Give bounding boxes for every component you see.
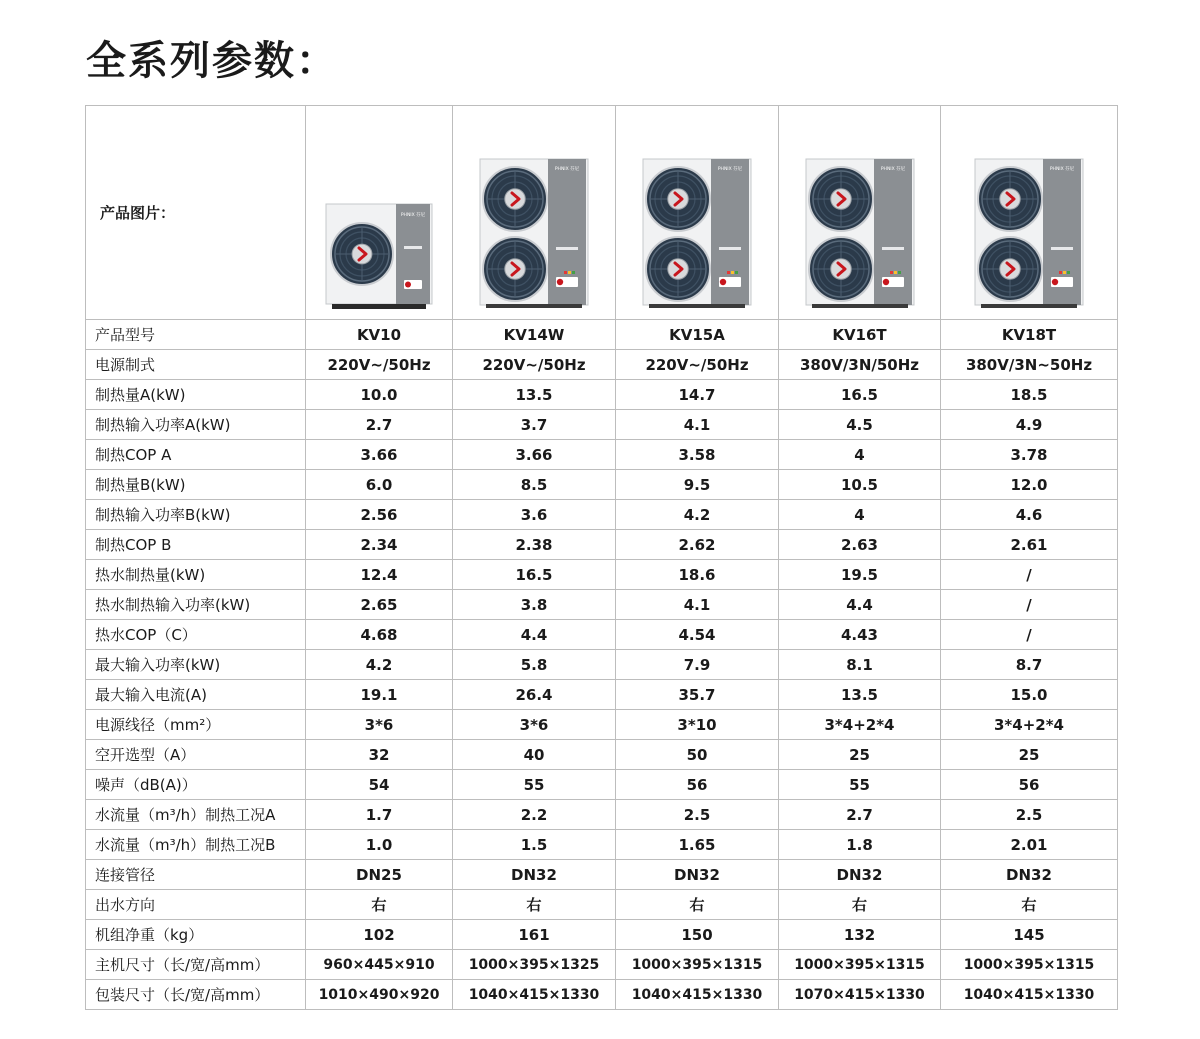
- spec-row: [86, 830, 1118, 860]
- spec-value-cell: 18.5: [941, 380, 1118, 410]
- spec-value-cell: 8.1: [779, 650, 941, 680]
- svg-text:PHNIX 芬尼: PHNIX 芬尼: [880, 166, 905, 172]
- product-image-cell: [616, 106, 779, 320]
- spec-value-cell: 1.7: [306, 800, 453, 830]
- spec-row-label: 制热输入功率A(kW): [86, 410, 306, 440]
- spec-value-cell: 1.8: [779, 830, 941, 860]
- spec-value-cell: 19.5: [779, 560, 941, 590]
- spec-row: [86, 860, 1118, 890]
- spec-value-cell: 150: [616, 920, 779, 950]
- spec-value-cell: 7.9: [616, 650, 779, 680]
- spec-value-cell: 1070×415×1330: [779, 980, 941, 1010]
- spec-row: [86, 620, 1118, 650]
- spec-row-label: 水流量（m³/h）制热工况A: [86, 800, 306, 830]
- page-title: 全系列参数：: [86, 38, 338, 84]
- spec-value-cell: 10.5: [779, 470, 941, 500]
- fan-icon: [483, 237, 547, 301]
- spec-value-cell: DN32: [779, 860, 941, 890]
- svg-text:PHNIX 芬尼: PHNIX 芬尼: [400, 213, 426, 218]
- spec-row-label: 空开选型（A）: [86, 740, 306, 770]
- fan-icon: [978, 237, 1042, 301]
- spec-value-cell: 3.7: [453, 410, 616, 440]
- spec-value-cell: 1040×415×1330: [941, 980, 1118, 1010]
- spec-value-cell: /: [941, 620, 1118, 650]
- spec-value-cell: 54: [306, 770, 453, 800]
- spec-row: [86, 560, 1118, 590]
- spec-value-cell: 3*4+2*4: [779, 710, 941, 740]
- spec-value-cell: 2.01: [941, 830, 1118, 860]
- spec-value-cell: 960×445×910: [306, 950, 453, 980]
- spec-row-label: 噪声（dB(A)）: [86, 770, 306, 800]
- spec-value-cell: 4.2: [306, 650, 453, 680]
- spec-value-cell: 3*10: [616, 710, 779, 740]
- spec-row-label: 热水COP（C）: [86, 620, 306, 650]
- spec-value-cell: 4.1: [616, 410, 779, 440]
- spec-row: [86, 320, 1118, 350]
- spec-value-cell: 56: [616, 770, 779, 800]
- spec-value-cell: 220V~/50Hz: [306, 350, 453, 380]
- spec-value-cell: 12.0: [941, 470, 1118, 500]
- spec-value-cell: 18.6: [616, 560, 779, 590]
- spec-value-cell: 2.5: [616, 800, 779, 830]
- spec-row: [86, 410, 1118, 440]
- fan-icon: [646, 167, 710, 231]
- spec-row: [86, 380, 1118, 410]
- spec-value-cell: KV10: [306, 320, 453, 350]
- spec-value-cell: 3*6: [306, 710, 453, 740]
- spec-row-label: 机组净重（kg）: [86, 920, 306, 950]
- spec-value-cell: 16.5: [453, 560, 616, 590]
- spec-value-cell: 右: [453, 890, 616, 920]
- spec-row: [86, 440, 1118, 470]
- spec-value-cell: 13.5: [779, 680, 941, 710]
- spec-value-cell: 4.5: [779, 410, 941, 440]
- spec-value-cell: 2.5: [941, 800, 1118, 830]
- spec-row: [86, 920, 1118, 950]
- spec-value-cell: 1000×395×1325: [453, 950, 616, 980]
- spec-value-cell: 9.5: [616, 470, 779, 500]
- spec-value-cell: 2.61: [941, 530, 1118, 560]
- product-image-kv18t: [941, 109, 1117, 317]
- spec-value-cell: 25: [779, 740, 941, 770]
- product-image-cell: [941, 106, 1118, 320]
- heat-pump-unit-icon: [324, 200, 434, 310]
- spec-value-cell: 4.4: [779, 590, 941, 620]
- spec-row: [86, 770, 1118, 800]
- spec-value-cell: 380V/3N~50Hz: [941, 350, 1118, 380]
- spec-row-label: 电源线径（mm²）: [86, 710, 306, 740]
- spec-value-cell: 3.66: [306, 440, 453, 470]
- spec-value-cell: 35.7: [616, 680, 779, 710]
- product-image-cell: [453, 106, 616, 320]
- spec-value-cell: 4.43: [779, 620, 941, 650]
- spec-value-cell: KV14W: [453, 320, 616, 350]
- spec-value-cell: 4.2: [616, 500, 779, 530]
- spec-value-cell: 102: [306, 920, 453, 950]
- spec-value-cell: 5.8: [453, 650, 616, 680]
- fan-icon: [483, 167, 547, 231]
- spec-value-cell: 16.5: [779, 380, 941, 410]
- spec-row: [86, 740, 1118, 770]
- spec-row-label: 制热量B(kW): [86, 470, 306, 500]
- fan-icon: [809, 237, 873, 301]
- svg-text:PHNIX 芬尼: PHNIX 芬尼: [717, 166, 743, 172]
- spec-value-cell: 2.62: [616, 530, 779, 560]
- spec-value-cell: 2.56: [306, 500, 453, 530]
- product-image-cell: [779, 106, 941, 320]
- spec-value-cell: 3*6: [453, 710, 616, 740]
- spec-value-cell: 55: [779, 770, 941, 800]
- spec-row-label: 连接管径: [86, 860, 306, 890]
- spec-value-cell: 4: [779, 500, 941, 530]
- spec-row-label: 制热COP A: [86, 440, 306, 470]
- spec-row: [86, 800, 1118, 830]
- spec-row: [86, 350, 1118, 380]
- spec-value-cell: 380V/3N/50Hz: [779, 350, 941, 380]
- fan-icon: [646, 237, 710, 301]
- spec-value-cell: 4.9: [941, 410, 1118, 440]
- spec-value-cell: DN25: [306, 860, 453, 890]
- svg-text:PHNIX 芬尼: PHNIX 芬尼: [1049, 166, 1075, 172]
- heat-pump-unit-icon: [804, 157, 916, 309]
- spec-row: [86, 680, 1118, 710]
- spec-value-cell: 25: [941, 740, 1118, 770]
- spec-value-cell: 3.8: [453, 590, 616, 620]
- spec-value-cell: 19.1: [306, 680, 453, 710]
- spec-value-cell: 1.0: [306, 830, 453, 860]
- spec-value-cell: 3.66: [453, 440, 616, 470]
- heat-pump-unit-icon: [641, 157, 753, 309]
- spec-value-cell: 2.63: [779, 530, 941, 560]
- spec-row-label: 产品型号: [86, 320, 306, 350]
- spec-value-cell: 3.78: [941, 440, 1118, 470]
- spec-value-cell: 1.65: [616, 830, 779, 860]
- spec-value-cell: 右: [779, 890, 941, 920]
- heat-pump-unit-icon: [973, 157, 1085, 309]
- spec-value-cell: 32: [306, 740, 453, 770]
- product-image-cell: [306, 106, 453, 320]
- spec-value-cell: KV18T: [941, 320, 1118, 350]
- spec-value-cell: 1.5: [453, 830, 616, 860]
- product-image-kv10: [306, 110, 452, 315]
- spec-value-cell: 14.7: [616, 380, 779, 410]
- spec-row: [86, 500, 1118, 530]
- spec-row-label: 制热COP B: [86, 530, 306, 560]
- fan-icon: [809, 167, 873, 231]
- fan-icon: [331, 223, 393, 285]
- spec-value-cell: 4.4: [453, 620, 616, 650]
- spec-value-cell: 145: [941, 920, 1118, 950]
- spec-value-cell: 4.1: [616, 590, 779, 620]
- spec-value-cell: 2.34: [306, 530, 453, 560]
- product-image-kv15a: [616, 109, 778, 317]
- spec-value-cell: 56: [941, 770, 1118, 800]
- heat-pump-unit-icon: [478, 157, 590, 309]
- spec-value-cell: 161: [453, 920, 616, 950]
- spec-table: [85, 105, 1118, 1010]
- spec-value-cell: 3*4+2*4: [941, 710, 1118, 740]
- spec-value-cell: 55: [453, 770, 616, 800]
- spec-value-cell: KV15A: [616, 320, 779, 350]
- spec-value-cell: 12.4: [306, 560, 453, 590]
- spec-row-label: 电源制式: [86, 350, 306, 380]
- spec-value-cell: 右: [941, 890, 1118, 920]
- spec-row: [86, 710, 1118, 740]
- product-image-kv14w: [453, 109, 615, 317]
- spec-value-cell: 右: [616, 890, 779, 920]
- spec-value-cell: 2.2: [453, 800, 616, 830]
- spec-value-cell: 26.4: [453, 680, 616, 710]
- fan-icon: [978, 167, 1042, 231]
- spec-value-cell: DN32: [616, 860, 779, 890]
- spec-row: [86, 980, 1118, 1010]
- spec-value-cell: 220V~/50Hz: [616, 350, 779, 380]
- spec-value-cell: 8.5: [453, 470, 616, 500]
- spec-value-cell: 220V~/50Hz: [453, 350, 616, 380]
- spec-row-label: 包装尺寸（长/宽/高mm）: [86, 980, 306, 1010]
- spec-value-cell: 1000×395×1315: [779, 950, 941, 980]
- product-image-kv16t: [779, 109, 940, 317]
- spec-value-cell: 2.7: [306, 410, 453, 440]
- spec-value-cell: 2.38: [453, 530, 616, 560]
- spec-row-label: 主机尺寸（长/宽/高mm）: [86, 950, 306, 980]
- spec-value-cell: /: [941, 560, 1118, 590]
- spec-value-cell: 右: [306, 890, 453, 920]
- spec-value-cell: 3.58: [616, 440, 779, 470]
- image-row-label: 产品图片：: [86, 106, 306, 320]
- svg-text:PHNIX 芬尼: PHNIX 芬尼: [554, 166, 580, 172]
- spec-value-cell: 50: [616, 740, 779, 770]
- spec-value-cell: KV16T: [779, 320, 941, 350]
- spec-value-cell: DN32: [941, 860, 1118, 890]
- spec-value-cell: 6.0: [306, 470, 453, 500]
- spec-value-cell: 2.65: [306, 590, 453, 620]
- spec-row-label: 最大输入电流(A): [86, 680, 306, 710]
- spec-value-cell: 3.6: [453, 500, 616, 530]
- spec-value-cell: 10.0: [306, 380, 453, 410]
- spec-row-label: 制热量A(kW): [86, 380, 306, 410]
- spec-value-cell: 1000×395×1315: [941, 950, 1118, 980]
- spec-value-cell: 1010×490×920: [306, 980, 453, 1010]
- spec-value-cell: 132: [779, 920, 941, 950]
- spec-value-cell: 4.68: [306, 620, 453, 650]
- spec-row: [86, 470, 1118, 500]
- spec-row: [86, 890, 1118, 920]
- spec-row-label: 水流量（m³/h）制热工况B: [86, 830, 306, 860]
- spec-row: [86, 530, 1118, 560]
- spec-row-label: 热水制热量(kW): [86, 560, 306, 590]
- spec-value-cell: 2.7: [779, 800, 941, 830]
- spec-value-cell: 4.54: [616, 620, 779, 650]
- spec-row-label: 制热输入功率B(kW): [86, 500, 306, 530]
- spec-value-cell: /: [941, 590, 1118, 620]
- spec-row-label: 最大输入功率(kW): [86, 650, 306, 680]
- spec-value-cell: 40: [453, 740, 616, 770]
- spec-value-cell: 4.6: [941, 500, 1118, 530]
- spec-value-cell: 15.0: [941, 680, 1118, 710]
- spec-row-label: 热水制热输入功率(kW): [86, 590, 306, 620]
- spec-row: [86, 950, 1118, 980]
- spec-value-cell: 8.7: [941, 650, 1118, 680]
- spec-value-cell: 13.5: [453, 380, 616, 410]
- spec-value-cell: 1000×395×1315: [616, 950, 779, 980]
- spec-value-cell: DN32: [453, 860, 616, 890]
- spec-value-cell: 1040×415×1330: [453, 980, 616, 1010]
- spec-row: [86, 650, 1118, 680]
- spec-row: [86, 590, 1118, 620]
- spec-row-label: 出水方向: [86, 890, 306, 920]
- product-image-row: [86, 106, 1118, 320]
- spec-value-cell: 1040×415×1330: [616, 980, 779, 1010]
- spec-value-cell: 4: [779, 440, 941, 470]
